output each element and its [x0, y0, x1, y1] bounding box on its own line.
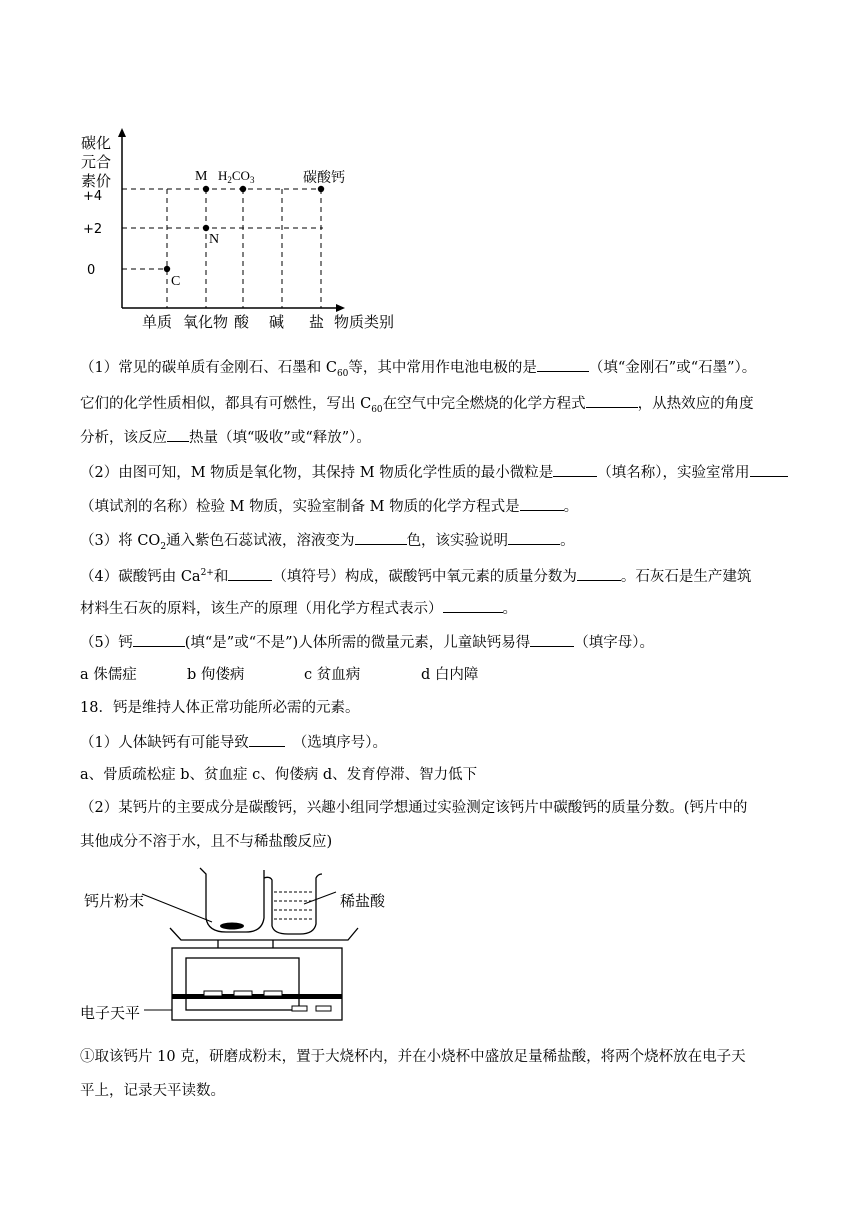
small-beaker — [264, 874, 322, 934]
q4-l2-text-b: 。 — [502, 601, 517, 617]
q2-line-2 — [80, 496, 578, 517]
balance-pan — [170, 928, 358, 940]
point-label-c: C — [171, 274, 181, 289]
point-label-h2co3: $H_2CO_3$ — [218, 168, 255, 185]
balance-button-1 — [292, 1006, 307, 1011]
acid-leader — [304, 892, 336, 904]
grid — [122, 189, 323, 308]
q1-line-1 — [80, 357, 756, 384]
q5-text-a: （5）钙 — [80, 635, 133, 651]
xtick-acid: 酸 — [234, 313, 250, 331]
q1-blank-equation[interactable] — [586, 393, 638, 408]
q5-option-d: d 白内障 — [421, 667, 479, 683]
balance-button-2 — [316, 1006, 331, 1011]
acid-label: 稀盐酸 — [340, 892, 386, 910]
powder-leader — [142, 894, 212, 922]
chart-point-2 — [318, 186, 324, 192]
ytick-plus2: +2 — [83, 222, 103, 237]
q2-l2-text-a: （填试剂的名称）检验 M 物质，实验室制备 M 物质的化学方程式是 — [80, 499, 520, 515]
xtick-simple-substance: 单质 — [142, 313, 173, 331]
q1-l2-text-c: ，从热效应的角度 — [637, 396, 754, 412]
q4-sup-2plus: 2+ — [200, 568, 214, 578]
q18-s1-text-a: （1）人体缺钙有可能导致 — [80, 735, 249, 751]
q5-option-c: c 贫血病 — [304, 667, 361, 683]
balance-display — [186, 958, 299, 1010]
q3-text-b: 通入紫色石蕊试液，溶液变为 — [166, 533, 355, 549]
valence-chart-svg — [75, 120, 415, 340]
q2-text-b: （填名称），实验室常用 — [597, 465, 750, 481]
ylabel-line-2: 元合 — [81, 153, 112, 171]
step1-line-1: ①取该钙片 10 克，研磨成粉末，置于大烧杯内，并在小烧杯中盛放足量稀盐酸，将两个烧杯放在电子天 — [80, 1049, 746, 1065]
x-axis-arrow — [336, 304, 345, 312]
q4-blank-symbol[interactable] — [228, 566, 272, 581]
point-label-caco3: 碳酸钙 — [303, 170, 345, 186]
balance-band — [172, 994, 342, 999]
q18-s1-text-b: （选填序号）。 — [292, 735, 387, 751]
q18-s2-line-2: 其他成分不溶于水，且不与稀盐酸反应) — [80, 834, 333, 850]
point-label-n: N — [209, 232, 220, 247]
q4-blank-equation[interactable] — [443, 598, 503, 613]
q5-text-c: （填字母）。 — [574, 635, 654, 651]
q18-title: 18．钙是维持人体正常功能所必需的元素。 — [80, 700, 360, 716]
y-axis-arrow — [118, 128, 126, 137]
point-label-m: M — [195, 169, 208, 184]
q1-l2-sub-60: 60 — [371, 404, 383, 415]
q3-sub-2: 2 — [160, 541, 167, 552]
q2-blank-particle[interactable] — [553, 462, 597, 477]
q1-sub-60: 60 — [336, 368, 349, 379]
chart-point-3 — [203, 225, 209, 231]
chart-point-0 — [203, 186, 209, 192]
q3-blank-explain[interactable] — [508, 530, 560, 545]
apparatus-svg — [78, 860, 398, 1030]
q2-l2-text-b: 。 — [563, 499, 579, 515]
ytick-0: 0 — [87, 263, 96, 278]
q1-blank-heat[interactable] — [167, 427, 189, 442]
chart-point-4 — [164, 266, 170, 272]
q4-text-b: 和 — [213, 568, 229, 585]
q1-line-2 — [80, 393, 754, 420]
apparatus-diagram — [78, 860, 398, 1030]
powder-label: 钙片粉末 — [84, 892, 145, 910]
q2-text-a: （2）由图可知，M 物质是氧化物，其保持 M 物质化学性质的最小微粒是 — [80, 465, 554, 481]
q4-text-d: 。石灰石是生产建筑 — [620, 568, 752, 585]
xlabel: 物质类别 — [334, 313, 395, 331]
powder — [220, 923, 244, 930]
large-beaker — [200, 868, 264, 932]
acid-liquid — [274, 892, 314, 919]
q1-text-a: （1）常见的碳单质有金刚石、石墨和 C — [80, 360, 337, 376]
q5-blank-trace[interactable] — [133, 632, 185, 647]
ytick-plus4: +4 — [83, 189, 103, 204]
chart-point-1 — [240, 186, 246, 192]
q3-text-d: 。 — [560, 533, 575, 549]
q18-s2-line-1: （2）某钙片的主要成分是碳酸钙，兴趣小组同学想通过实验测定该钙片中碳酸钙的质量分数。(钙片中的 — [80, 800, 748, 816]
step1-line-2: 平上，记录天平读数。 — [80, 1083, 225, 1099]
q5-options — [80, 665, 640, 685]
q5-text-b: (填“是”或“不是”)人体所需的微量元素，儿童缺钙易得 — [184, 635, 531, 651]
ylabel-line-1: 碳化 — [81, 134, 112, 152]
q2-blank-reagent[interactable] — [750, 462, 788, 477]
q1-text-c: （填“金刚石”或“石墨”）。 — [588, 360, 757, 376]
q4-line-2 — [80, 598, 517, 619]
q1-text-b: 等，其中常用作电池电极的是 — [348, 360, 537, 376]
ylabel-line-3: 素价 — [81, 172, 112, 190]
q3-line — [80, 530, 575, 557]
q5-option-b: b 佝偻病 — [187, 667, 245, 683]
balance-label: 电子天平 — [80, 1004, 141, 1022]
q3-text-c: 色，该实验说明 — [406, 533, 509, 549]
q1-l3-text-b: 热量（填“吸收”或“释放”）。 — [189, 430, 371, 446]
q5-blank-letter[interactable] — [530, 632, 574, 647]
xtick-salt: 盐 — [309, 313, 325, 331]
q1-l2-text-a: 它们的化学性质相似，都具有可燃性，写出 C — [80, 396, 372, 412]
q5-line — [80, 632, 654, 653]
xtick-base: 碱 — [269, 313, 285, 331]
q2-line-1 — [80, 462, 788, 483]
q2-blank-equation[interactable] — [520, 496, 564, 511]
q1-line-3 — [80, 427, 371, 448]
q4-l2-text-a: 材料生石灰的原料，该生产的原理（用化学方程式表示） — [80, 601, 443, 617]
q3-blank-color[interactable] — [355, 530, 407, 545]
q5-option-a: a 侏儒症 — [80, 667, 137, 683]
q18-s1-blank[interactable] — [249, 732, 285, 747]
valence-chart — [75, 120, 415, 340]
q4-text-c: （填符号）构成，碳酸钙中氧元素的质量分数为 — [272, 568, 577, 585]
q3-text-a: （3）将 CO — [80, 533, 161, 549]
q18-s1-line — [80, 732, 387, 753]
q1-l2-text-b: 在空气中完全燃烧的化学方程式 — [382, 396, 586, 412]
q4-text-a: （4）碳酸钙由 Ca — [80, 568, 201, 585]
q1-blank-electrode[interactable] — [537, 357, 589, 372]
q18-options: a、骨质疏松症 b、贫血症 c、佝偻病 d、发育停滞、智力低下 — [80, 767, 478, 783]
q1-l3-text-a: 分析，该反应 — [80, 430, 167, 446]
xtick-oxide: 氧化物 — [183, 313, 229, 331]
q4-line-1 — [80, 563, 751, 587]
q4-blank-fraction[interactable] — [577, 566, 621, 581]
